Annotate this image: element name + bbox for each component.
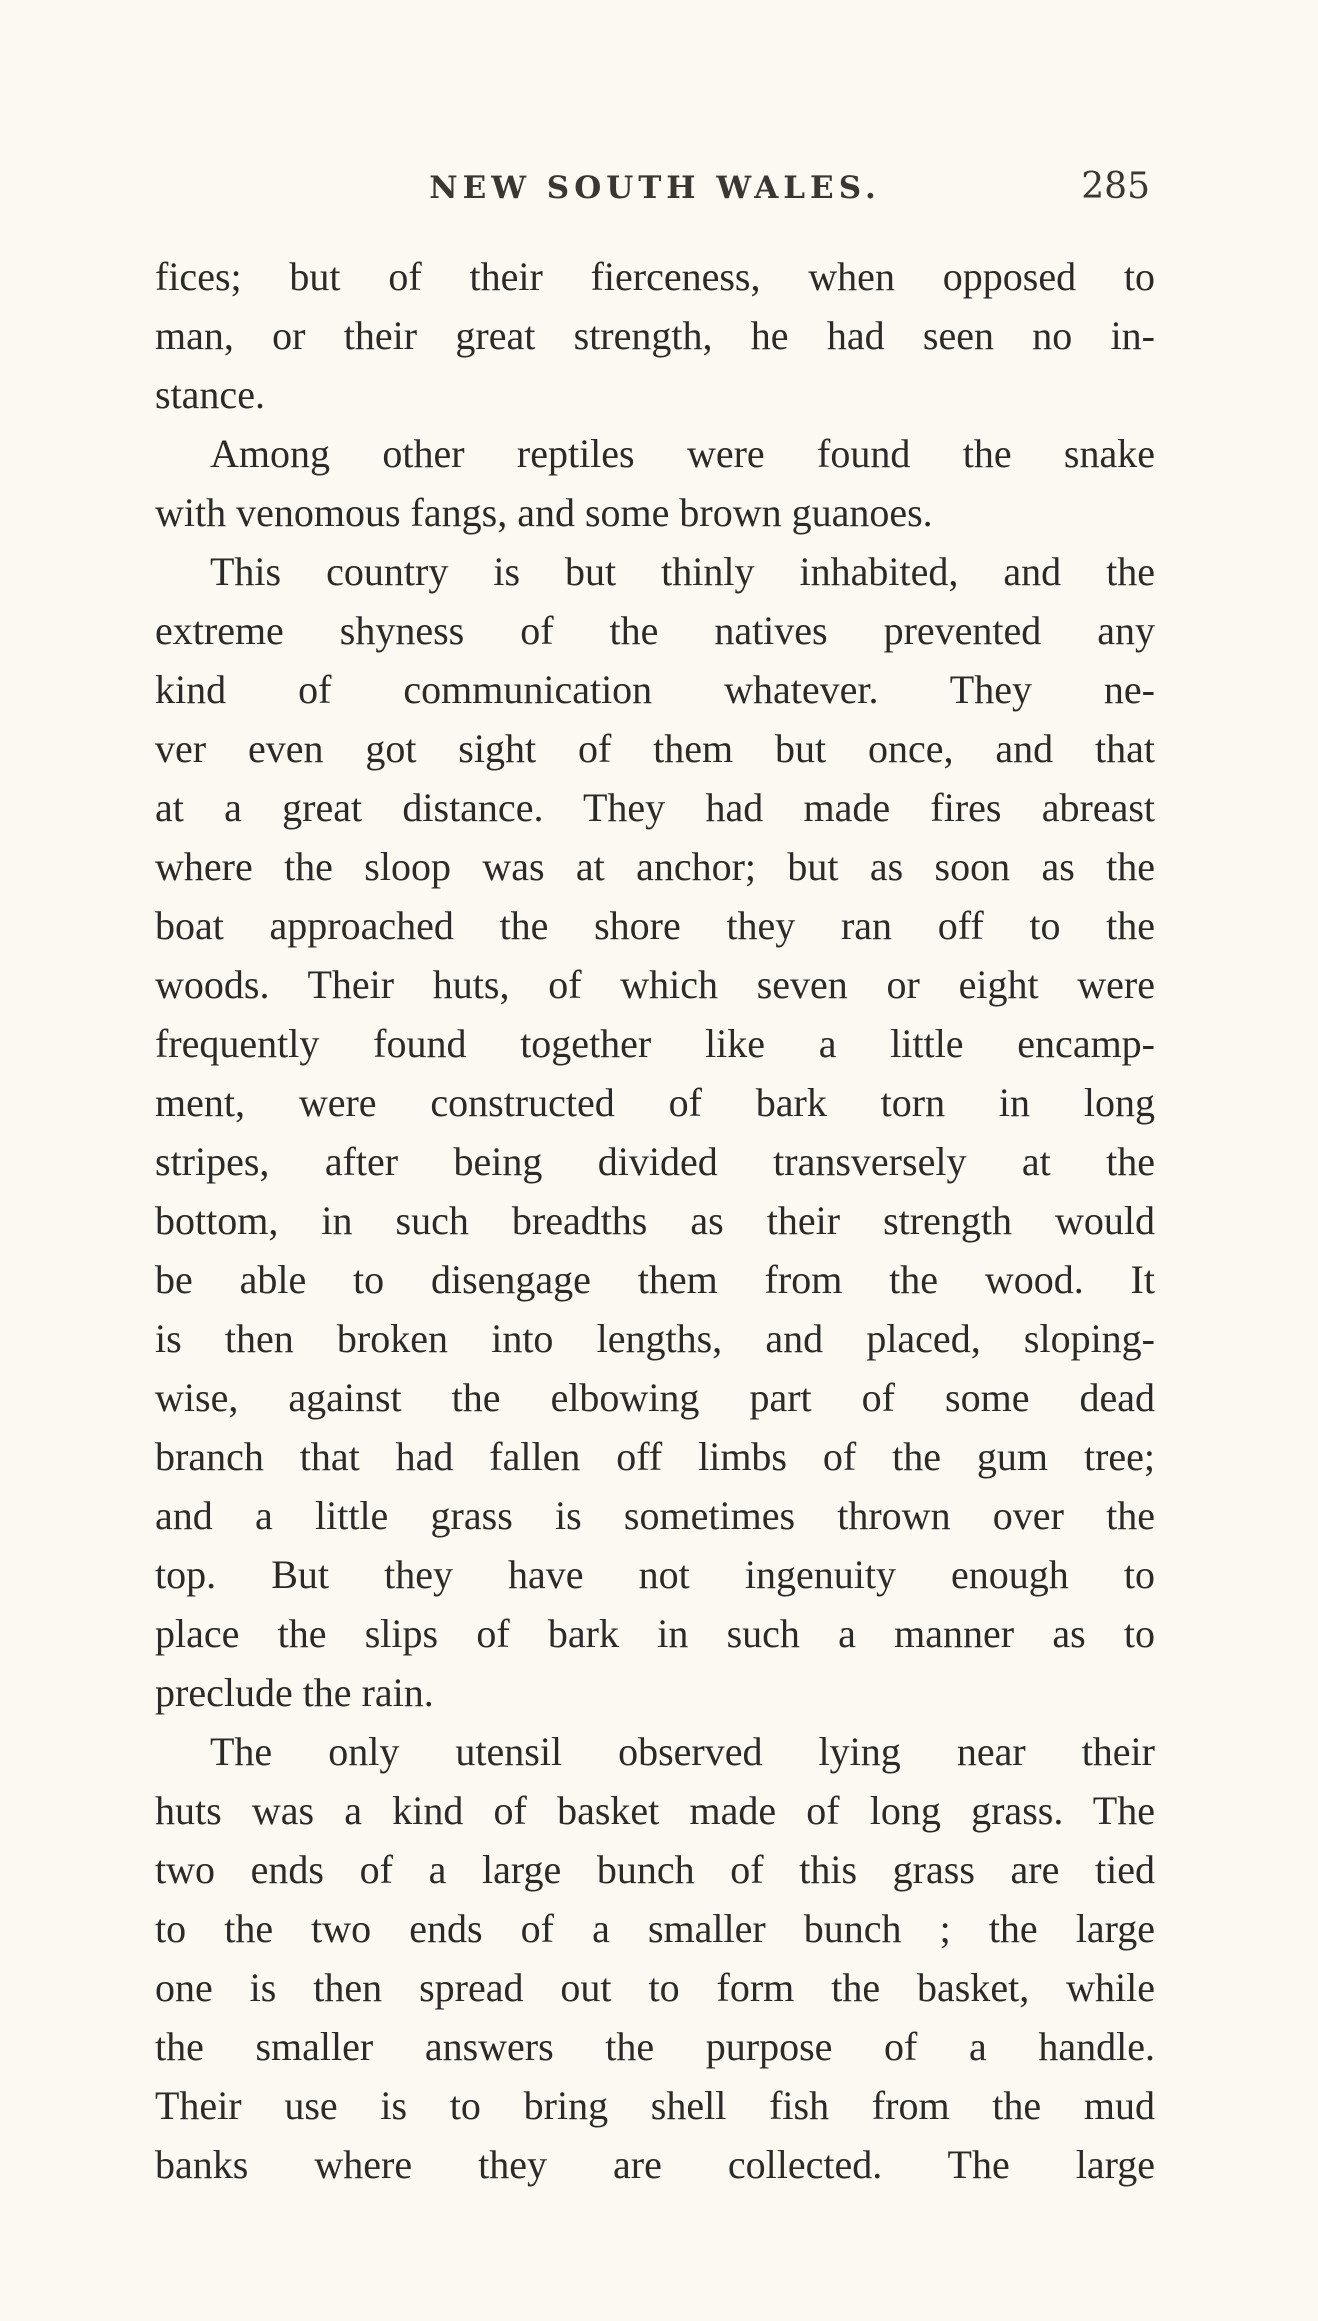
text-line: where the sloop was at anchor; but as soon as the xyxy=(155,844,1155,889)
text-line: branch that had fallen off limbs of the gum tree; xyxy=(155,1434,1155,1479)
text-line: is then broken into lengths, and placed, sloping- xyxy=(155,1316,1155,1361)
text-line: be able to disengage them from the wood. It xyxy=(155,1257,1155,1302)
text-line: Their use is to bring shell fish from the mud xyxy=(155,2083,1155,2128)
text-line: place the slips of bark in such a manner as to xyxy=(155,1611,1155,1656)
paragraph-start-line: This country is but thinly inhabited, and the xyxy=(210,549,1155,594)
text-line: the smaller answers the purpose of a handle. xyxy=(155,2024,1155,2069)
text-line: woods. Their huts, of which seven or eight were xyxy=(155,962,1155,1007)
text-line: at a great distance. They had made fires abreast xyxy=(155,785,1155,830)
text-line: two ends of a large bunch of this grass are tied xyxy=(155,1847,1155,1892)
page-number: 285 xyxy=(1081,166,1150,207)
text-line: kind of communication whatever. They ne- xyxy=(155,667,1155,712)
text-line: stance. xyxy=(155,372,265,417)
text-line: wise, against the elbowing part of some dead xyxy=(155,1375,1155,1420)
text-line: bottom, in such breadths as their strength would xyxy=(155,1198,1155,1243)
text-line: frequently found together like a little encamp- xyxy=(155,1021,1155,1066)
text-line: top. But they have not ingenuity enough to xyxy=(155,1552,1155,1597)
text-line: man, or their great strength, he had seen no in- xyxy=(155,313,1155,358)
paragraph-start-line: The only utensil observed lying near their xyxy=(210,1729,1155,1774)
text-line: to the two ends of a smaller bunch ; the large xyxy=(155,1906,1155,1951)
text-line: one is then spread out to form the basket, while xyxy=(155,1965,1155,2010)
body-text xyxy=(155,247,1155,2194)
text-line: and a little grass is sometimes thrown over the xyxy=(155,1493,1155,1538)
text-line: banks where they are collected. The large xyxy=(155,2142,1155,2187)
page-header xyxy=(160,166,1150,220)
text-line: boat approached the shore they ran off to the xyxy=(155,903,1155,948)
text-line: stripes, after being divided transversely at the xyxy=(155,1139,1155,1184)
paragraph-start-line: Among other reptiles were found the snake xyxy=(210,431,1155,476)
text-line: ver even got sight of them but once, and that xyxy=(155,726,1155,771)
running-head: NEW SOUTH WALES. xyxy=(429,170,881,206)
text-line: ment, were constructed of bark torn in long xyxy=(155,1080,1155,1125)
text-line: preclude the rain. xyxy=(155,1670,434,1715)
text-line: huts was a kind of basket made of long grass. The xyxy=(155,1788,1155,1833)
text-line: extreme shyness of the natives prevented any xyxy=(155,608,1155,653)
text-line: fices; but of their fierceness, when opposed to xyxy=(155,254,1155,299)
text-line: with venomous fangs, and some brown guanoes. xyxy=(155,490,933,535)
